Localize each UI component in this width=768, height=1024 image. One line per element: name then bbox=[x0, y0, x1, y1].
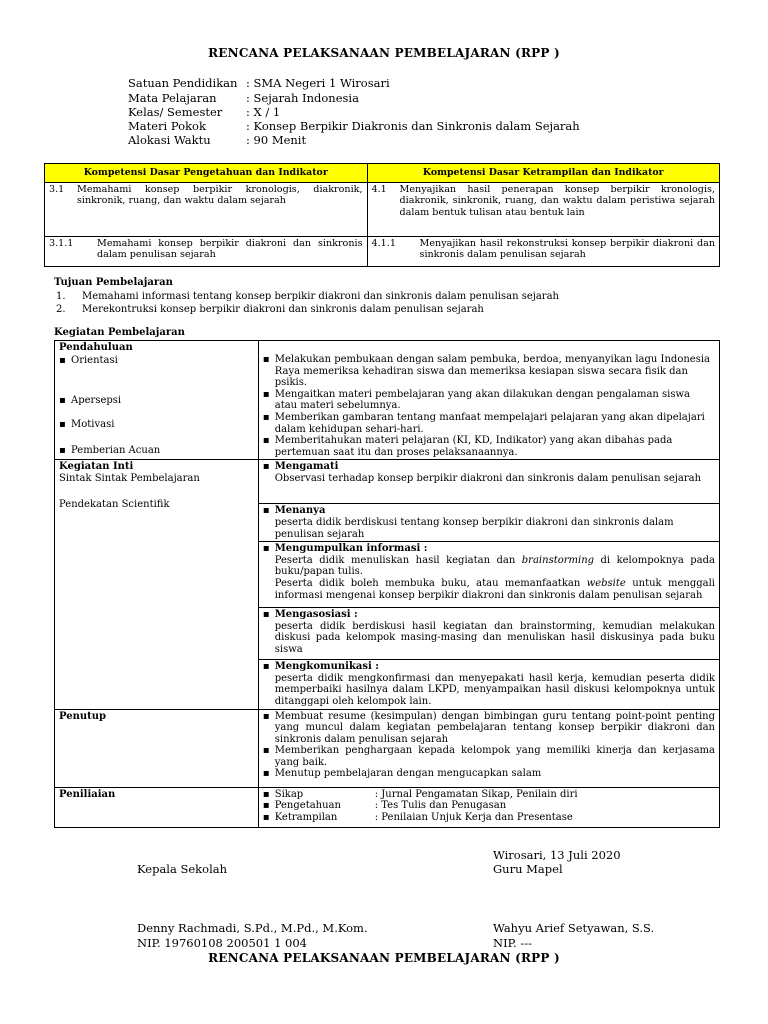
step-mengumpulkan bbox=[258, 542, 719, 608]
right-name: Wahyu Arief Setyawan, S.S. bbox=[493, 921, 655, 935]
kd-text: Menyajikan hasil penerapan konsep berpikir kronologis, diakronik, sinkronik, ruang, dan waktu dalam peristiwa sejarah dalam bentuk tulisan atau bentuk lain bbox=[399, 183, 715, 218]
identity-value: : Sejarah Indonesia bbox=[246, 91, 359, 105]
kd-cell bbox=[45, 182, 368, 236]
penilaian-content-cell bbox=[258, 787, 719, 827]
step-title: ▪ Menanya bbox=[263, 505, 715, 517]
penilaian-label: Peniliaian bbox=[59, 788, 116, 800]
step-body bbox=[263, 578, 715, 601]
place-date: Wirosari, 13 Juli 2020 bbox=[493, 848, 621, 862]
list-item bbox=[56, 290, 559, 303]
kd-header-ketrampilan: Kompetensi Dasar Ketrampilan dan Indikator bbox=[367, 164, 719, 183]
step-mengamati bbox=[258, 460, 719, 504]
list-item bbox=[263, 789, 715, 801]
kd-cell bbox=[45, 236, 368, 266]
penilaian-value: : Penilaian Unjuk Kerja dan Presentase bbox=[374, 811, 573, 823]
right-nip: NIP. --- bbox=[493, 936, 532, 950]
penilaian-key: Ketrampilan bbox=[274, 811, 338, 823]
left-name: Denny Rachmadi, S.Pd., M.Pd., M.Kom. bbox=[137, 921, 368, 935]
list-item: ▪ Membuat resume (kesimpulan) dengan bimbingan guru tentang point-point penting yang muncul dalam kegiatan pembelajaran tentang konsep berpikir diakroni dan sinkronis dalam penulisan sejarah bbox=[263, 711, 715, 746]
step-text-italic: brainstorming bbox=[521, 554, 595, 566]
list-item: ▪ Memberitahukan materi pelajaran (KI, KD, Indikator) yang akan dibahas pada pertemuan saat itu dan proses pelaksanaannya. bbox=[263, 435, 715, 458]
kd-table bbox=[44, 163, 720, 267]
list-item: ▪ Melakukan pembukaan dengan salam pembuka, berdoa, menyanyikan lagu Indonesia Raya memeriksa kehadiran siswa dan memeriksa kesiapan siswa secara fisik dan psikis. bbox=[263, 354, 715, 389]
kd-text: Menyajikan hasil rekonstruksi konsep berpikir diakroni dan sinkronis dalam penulisan sejarah bbox=[419, 237, 715, 260]
identity-row bbox=[128, 134, 306, 147]
identity-value: : 90 Menit bbox=[246, 133, 307, 147]
identity-row bbox=[128, 77, 390, 90]
list-item: ▪ Memberikan gambaran tentang manfaat mempelajari pelajaran yang akan dipelajari dalam kehidupan sehari-hari. bbox=[263, 412, 715, 435]
identity-label: Alokasi Waktu bbox=[128, 133, 211, 147]
list-item: ▪ Menutup pembelajaran dengan mengucapkan salam bbox=[263, 768, 715, 780]
step-mengkomunikasi bbox=[258, 660, 719, 709]
step-text: Peserta didik boleh membuka buku, atau memanfaatkan bbox=[274, 577, 587, 589]
kd-text: Memahami konsep berpikir kronologis, diakronik, sinkronik, ruang, dan waktu dalam sejarah bbox=[77, 183, 363, 206]
pendahuluan-label: Pendahuluan bbox=[59, 342, 133, 353]
list-item: ▪ Memberikan penghargaan kepada kelompok yang memiliki kinerja dan kerjasama yang baik. bbox=[263, 745, 715, 768]
penilaian-value: : Jurnal Pengamatan Sikap, Penilain diri bbox=[374, 788, 578, 800]
list-text: Memahami informasi tentang konsep berpikir diakroni dan sinkronis dalam penulisan sejarah bbox=[82, 291, 559, 302]
kd-text: Memahami konsep berpikir diakroni dan sinkronis dalam penulisan sejarah bbox=[97, 237, 363, 260]
step-body bbox=[263, 555, 715, 578]
step-menanya bbox=[258, 504, 719, 542]
penutup-label: Penutup bbox=[59, 710, 107, 722]
step-body: peserta didik mengkonfirmasi dan menyepakati hasil kerja, kemudian peserta didik memperbaiki hasilnya dalam LKPD, menyampaikan hasil diskusi kelompoknya untuk ditanggapi oleh kelompok lain. bbox=[274, 672, 715, 707]
step-title: ▪ Mengumpulkan informasi : bbox=[263, 543, 715, 555]
penutup-content-cell bbox=[258, 709, 719, 787]
identity-row bbox=[128, 106, 280, 119]
step-title: ▪ Mengasosiasi : bbox=[263, 609, 715, 621]
step-text: di kelompoknya pada buku/papan tulis. bbox=[274, 554, 715, 578]
kd-cell bbox=[367, 236, 719, 266]
step-mengasosiasi bbox=[258, 608, 719, 660]
kegiatan-table bbox=[54, 340, 720, 828]
step-text: Peserta didik menuliskan hasil kegiatan dan bbox=[274, 554, 522, 566]
step-title: ▪ Mengamati bbox=[263, 461, 715, 473]
kd-number: 4.1 bbox=[371, 183, 387, 195]
list-number: 1. bbox=[56, 291, 66, 302]
identity-label: Mata Pelajaran bbox=[128, 91, 217, 105]
step-body: peserta didik berdiskusi tentang konsep berpikir diakroni dan sinkronis dalam penulisan sejarah bbox=[274, 516, 674, 540]
list-item bbox=[56, 303, 559, 316]
penilaian-key: Sikap bbox=[274, 788, 304, 800]
inti-pendekatan: Pendekatan Scientifik bbox=[59, 498, 170, 510]
penilaian-value: : Tes Tulis dan Penugasan bbox=[374, 800, 507, 812]
identity-label: Materi Pokok bbox=[128, 119, 206, 133]
pendahuluan-content-cell bbox=[258, 341, 719, 460]
tujuan-list bbox=[56, 290, 559, 316]
left-nip: NIP. 19760108 200501 1 004 bbox=[137, 936, 307, 950]
orientasi-label: ▪ Orientasi bbox=[59, 355, 118, 367]
identity-label: Satuan Pendidikan bbox=[128, 76, 238, 90]
identity-label: Kelas/ Semester bbox=[128, 105, 223, 119]
list-item bbox=[263, 812, 715, 824]
identity-row bbox=[128, 120, 580, 133]
document-title: RENCANA PELAKSANAAN PEMBELAJARAN (RPP ) bbox=[208, 46, 560, 60]
list-item: ▪ Mengaitkan materi pembelajaran yang akan dilakukan dengan pengalaman siswa atau materi sebelumnya. bbox=[263, 389, 715, 412]
kd-number: 4.1.1 bbox=[371, 237, 396, 249]
tujuan-heading: Tujuan Pembelajaran bbox=[54, 277, 173, 288]
list-text: Merekontruksi konsep berpikir diakroni dan sinkronis dalam penulisan sejarah bbox=[82, 304, 484, 315]
kegiatan-heading: Kegiatan Pembelajaran bbox=[54, 327, 185, 338]
step-text-italic: website bbox=[586, 577, 626, 589]
penutup-label-cell bbox=[55, 709, 259, 787]
right-role: Guru Mapel bbox=[493, 862, 563, 876]
pemberian-acuan-label: ▪ Pemberian Acuan bbox=[59, 445, 160, 457]
inti-label: Kegiatan Inti bbox=[59, 461, 134, 473]
step-body: Observasi terhadap konsep berpikir diakroni dan sinkronis dalam penulisan sejarah bbox=[274, 472, 702, 484]
inti-sintak: Sintak Sintak Pembelajaran bbox=[59, 472, 200, 484]
kd-cell bbox=[367, 182, 719, 236]
identity-value: : Konsep Berpikir Diakronis dan Sinkronis dalam Sejarah bbox=[246, 119, 580, 133]
penilaian-key: Pengetahuan bbox=[274, 800, 341, 812]
step-title: ▪ Mengkomunikasi : bbox=[263, 661, 715, 673]
left-role: Kepala Sekolah bbox=[137, 862, 228, 876]
pendahuluan-label-cell bbox=[55, 341, 259, 460]
step-body: peserta didik berdiskusi hasil kegiatan dan brainstorming, kemudian melakukan diskusi pada kelompok masing-masing dan menuliskan hasil diskusinya pada buku siswa bbox=[274, 620, 715, 655]
list-number: 2. bbox=[56, 304, 66, 315]
kd-header-pengetahuan: Kompetensi Dasar Pengetahuan dan Indikator bbox=[45, 164, 368, 183]
identity-value: : SMA Negeri 1 Wirosari bbox=[246, 76, 390, 90]
motivasi-label: ▪ Motivasi bbox=[59, 419, 114, 431]
penilaian-label-cell bbox=[55, 787, 259, 827]
kd-number: 3.1.1 bbox=[49, 237, 74, 249]
step-text: untuk menggali informasi mengenai konsep berpikir diakroni dan sinkronis dalam penulisan sejarah bbox=[274, 577, 715, 601]
list-item bbox=[263, 800, 715, 812]
identity-value: : X / 1 bbox=[246, 105, 281, 119]
kd-number: 3.1 bbox=[49, 183, 65, 195]
apersepsi-label: ▪ Apersepsi bbox=[59, 395, 121, 407]
footer-title: RENCANA PELAKSANAAN PEMBELAJARAN (RPP ) bbox=[208, 951, 560, 965]
identity-row bbox=[128, 92, 359, 105]
inti-label-cell bbox=[55, 460, 259, 709]
